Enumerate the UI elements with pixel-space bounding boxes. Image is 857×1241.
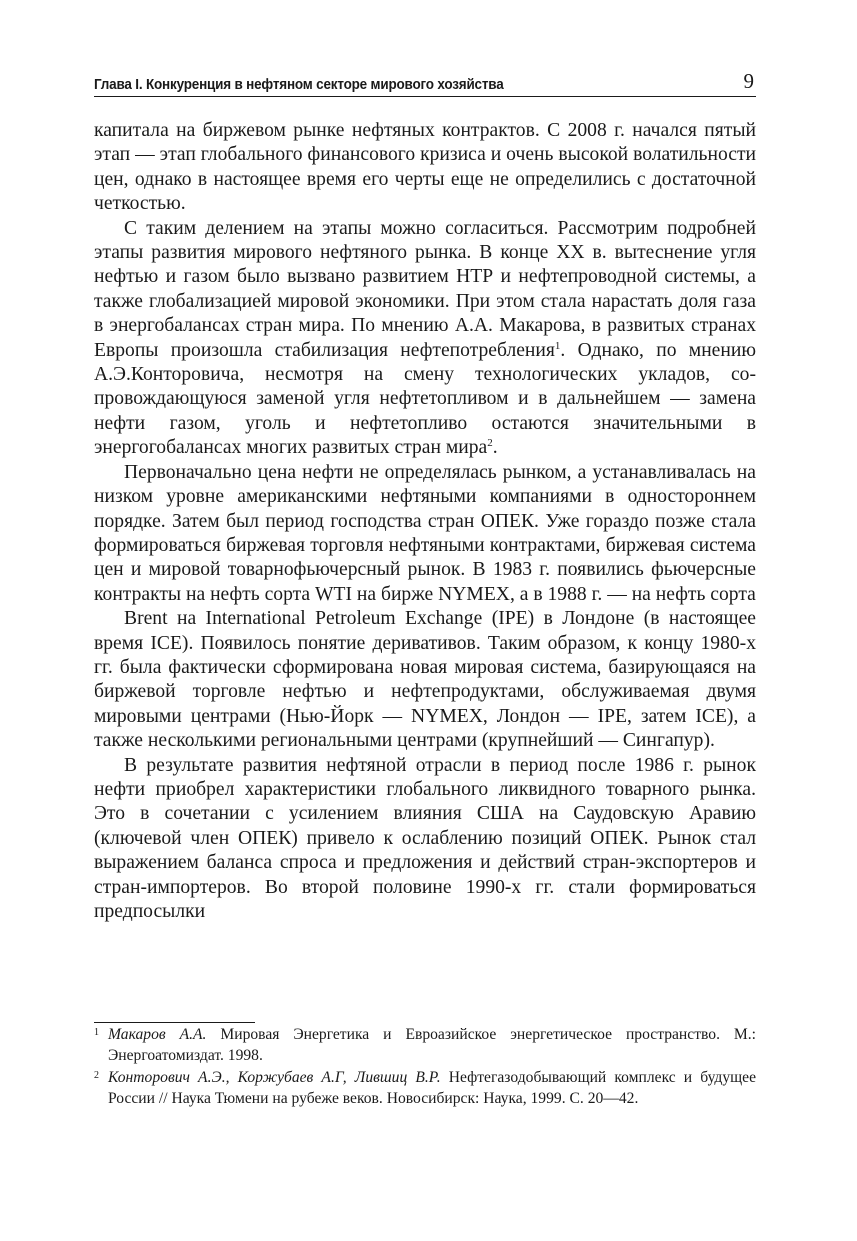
paragraph-text: . — [492, 437, 498, 459]
footnote-reference-1[interactable]: 1 — [554, 339, 561, 352]
paragraph-1 — [94, 119, 756, 217]
page-number: 9 — [743, 69, 754, 93]
running-header — [94, 70, 756, 97]
footnote-reference-2[interactable]: 2 — [487, 437, 493, 450]
paragraph-text: С таким делением на этапы можно согласиться. Рассмотрим подробней этапы развития мирового нефтяного рынка. В конце XX в. вытеснение угля нефтью и газом было вызвано развитием НТР и нефтепроводной системы, а также глобализацией мировой экономики. При этом стала нарастать доля газа в энергобалансах стран мира. По мнению А.А. Макарова, в развитых странах Европы произошла стабилизация нефтепотребления — [94, 217, 756, 361]
footnotes — [94, 1025, 756, 1111]
footnote-text: Мировая Энергетика и Евроазийское энергетическое пространство. М.: Энергоатомиздат. 1998. — [108, 1026, 756, 1064]
footnote-authors: Конторович А.Э., Коржубаев А.Г, Лившиц В.Р. — [108, 1069, 441, 1086]
footnote-2 — [94, 1068, 756, 1109]
footnote-authors: Макаров А.А. — [108, 1026, 207, 1043]
paragraph-5 — [94, 754, 756, 925]
paragraph-4 — [94, 607, 756, 753]
paragraph-text: Первоначально цена нефти не определялась рынком, а устанавливалась на низком уровне американскими нефтяными компаниями в одностороннем порядке. Затем был период господства стран ОПЕК. Уже гораздо позже стала формироваться биржевая торговля нефтяными контрактами, биржевая система цен и мировой товарнофьючерсный рынок. В 1983 г. появились фьючерсные контракты на нефть сорта WTI на бирже NYMEX, а в 1988 г. — на нефть сорта — [94, 461, 756, 605]
footnote-marker: 2 — [94, 1070, 99, 1081]
body-text — [94, 119, 756, 924]
paragraph-text: В результате развития нефтяной отрасли в период после 1986 г. рынок нефти приобрел характеристики глобального ликвидного товарного рынка. Это в сочетании с усилением влияния США на Саудовскую Аравию (ключевой член ОПЕК) привело к ослаблению позиций ОПЕК. Рынок стал выражением баланса спроса и предложения и действий стран-экспортеров и стран-импортеров. Во второй половине 1990-х гг. стали формироваться предпосылки — [94, 754, 756, 922]
paragraph-2 — [94, 217, 756, 461]
paragraph-3 — [94, 461, 756, 607]
running-title: Глава I. Конкуренция в нефтяном секторе мирового хозяйства — [94, 77, 504, 93]
footnote-divider — [94, 1022, 255, 1023]
footnote-1 — [94, 1025, 756, 1066]
paragraph-text: . Однако, по мнению А.Э.Конторовича, несмотря на смену технологических укладов, сопровождающуюся заменой угля нефтетопливом и в дальнейшем — замена нефти газом, уголь и нефтетопливо остаются значительными в энергогобалансах многих развитых стран мира — [94, 339, 756, 459]
paragraph-text: капитала на биржевом рынке нефтяных контрактов. С 2008 г. начался пятый этап — этап глобального финансового кризиса и очень высокой волатильности цен, однако в настоящее время его черты еще не определились с достаточной четкостью. — [94, 120, 756, 215]
footnote-text: Нефтегазодобывающий комплекс и будущее России // Наука Тюмени на рубеже веков. Новосибирск: Наука, 1999. С. 20—42. — [108, 1069, 756, 1107]
footnote-marker: 1 — [94, 1027, 99, 1038]
paragraph-text: Brent на International Petroleum Exchange (IPE) в Лондоне (в настоящее время ICE). Появилось понятие деривативов. Таким образом, к концу 1980-х гг. была фактически сформирована новая мировая система, базирующаяся на биржевой торговле нефтью и нефтепродуктами, обслуживаемая двумя мировыми центрами (Нью-Йорк — NYMEX, Лондон — IPE, затем ICE), а также несколькими региональными центрами (крупнейший — Сингапур). — [94, 608, 756, 752]
page — [94, 70, 756, 924]
